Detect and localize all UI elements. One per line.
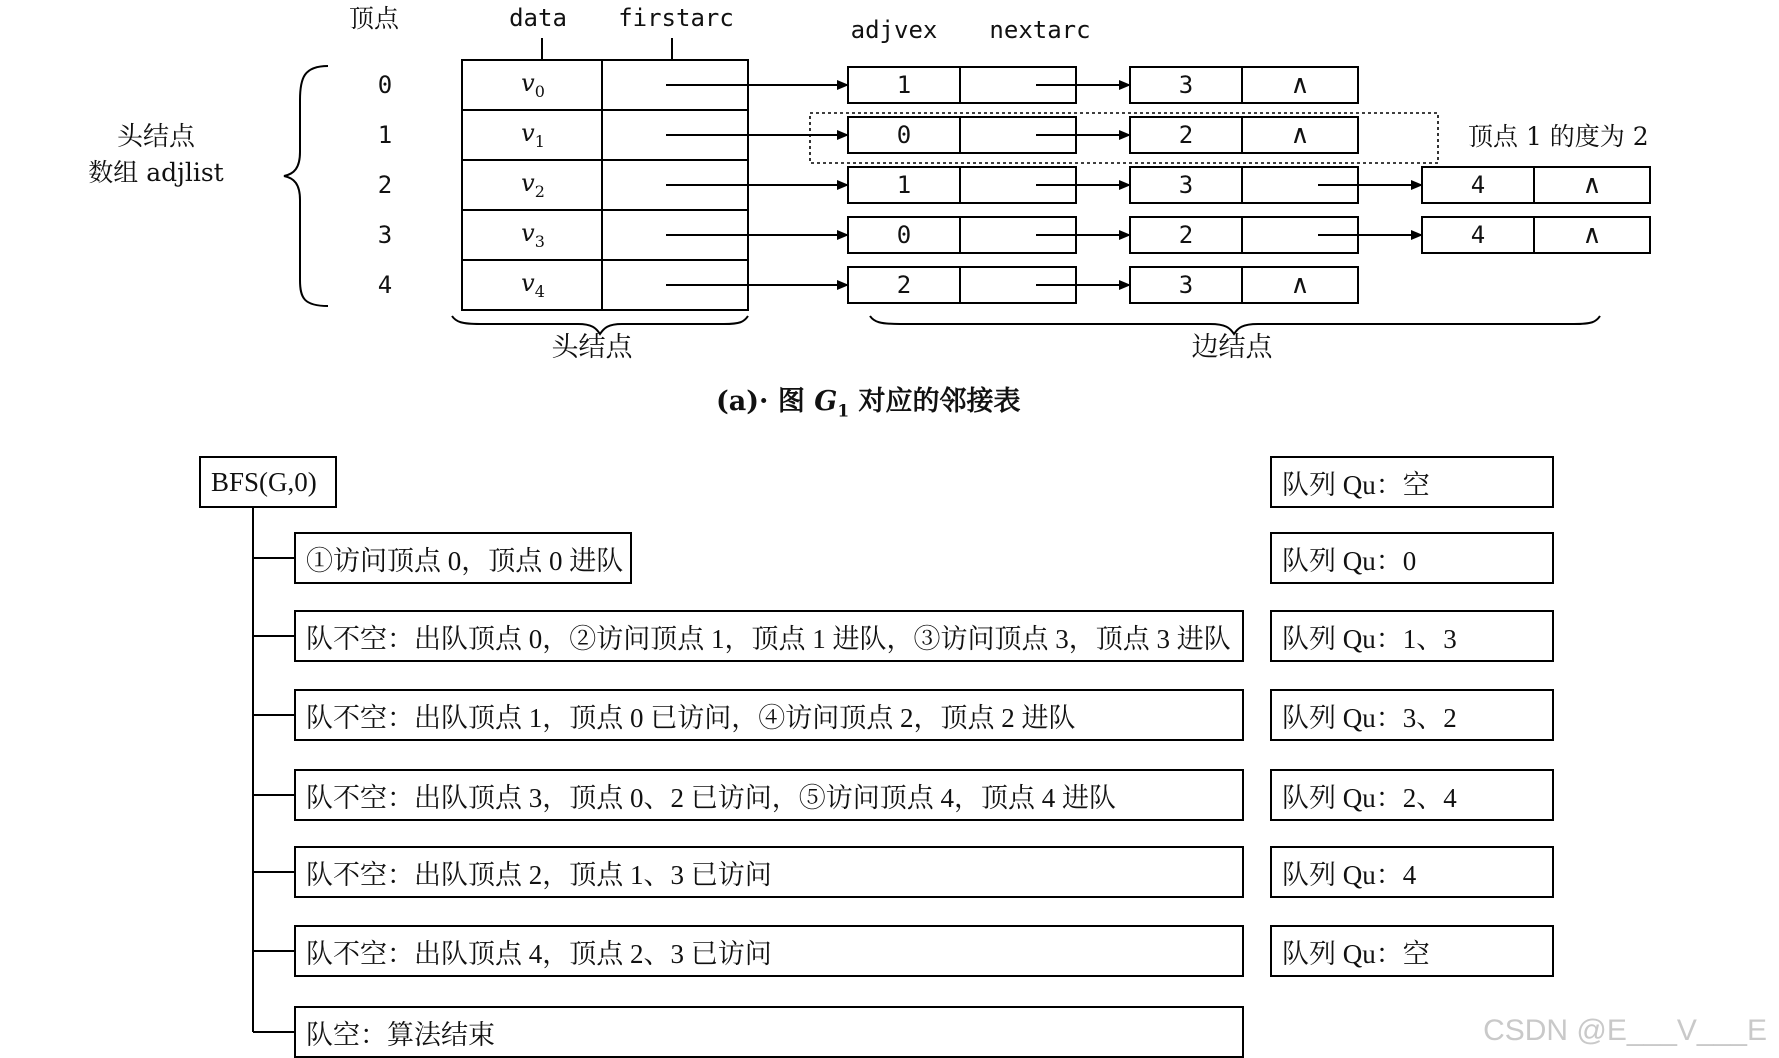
adjvex-value: 3 [1178, 171, 1194, 199]
queue-state-3: 队列 Qu：3、2 [1270, 689, 1554, 741]
edge-node-box [1130, 267, 1358, 303]
bfs-step-2: 队不空：出队顶点 0，②访问顶点 1，顶点 1 进队，③访问顶点 3，顶点 3 进队 [294, 610, 1244, 662]
null-pointer-symbol: ∧ [1290, 270, 1310, 300]
adjacency-list-diagram [0, 0, 1779, 420]
queue-state-4: 队列 Qu：2、4 [1270, 769, 1554, 821]
adjvex-value: 2 [896, 271, 912, 299]
queue-state-0: 队列 Qu：空 [1270, 456, 1554, 508]
queue-state-1: 队列 Qu：0 [1270, 532, 1554, 584]
head-node-label: 头结点 [551, 332, 633, 363]
vertex-column-header: 顶点 [348, 4, 400, 33]
adjvex-value: 4 [1470, 171, 1486, 199]
adjvex-value: 3 [1178, 271, 1194, 299]
vertex-data: $v_3$ [521, 219, 545, 251]
figure-caption [716, 388, 1021, 420]
adjacency-list-lines [0, 0, 1779, 420]
head-array-label-line2: 数组 adjlist [88, 158, 224, 187]
caption-prefix: (a)· 图 [716, 386, 815, 417]
vertex-data: $v_0$ [521, 69, 545, 101]
vertex-index: 0 [377, 71, 393, 99]
caption-graph-sub: 1 [837, 401, 850, 422]
bfs-step-4: 队不空：出队顶点 3，顶点 0、2 已访问，⑤访问顶点 4，顶点 4 进队 [294, 769, 1244, 821]
vertex-index: 1 [377, 121, 393, 149]
vertex-data: $v_2$ [521, 169, 545, 201]
bfs-step-5: 队不空：出队顶点 2，顶点 1、3 已访问 [294, 846, 1244, 898]
firstarc-column-header: firstarc [618, 4, 734, 32]
null-pointer-symbol: ∧ [1582, 220, 1602, 250]
adjvex-value: 3 [1178, 71, 1194, 99]
edge-node-box [1422, 217, 1650, 253]
edge-node-label: 边结点 [1191, 332, 1273, 363]
null-pointer-symbol: ∧ [1290, 70, 1310, 100]
edge-node-box [1130, 117, 1358, 153]
caption-graph: G [814, 386, 838, 417]
caption-suffix: 对应的邻接表 [849, 386, 1021, 417]
null-pointer-symbol: ∧ [1290, 120, 1310, 150]
adjvex-value: 1 [896, 171, 912, 199]
bfs-step-6: 队不空：出队顶点 4，顶点 2、3 已访问 [294, 925, 1244, 977]
queue-state-6: 队列 Qu：空 [1270, 925, 1554, 977]
bfs-root-call: BFS(G,0) [199, 456, 337, 508]
nextarc-column-header: nextarc [989, 16, 1091, 44]
edge-node-box [1130, 67, 1358, 103]
vertex-index: 2 [377, 171, 393, 199]
data-column-header: data [509, 4, 567, 32]
adjvex-value: 0 [896, 221, 912, 249]
adjvex-value: 1 [896, 71, 912, 99]
head-array-label-line1: 头结点 [116, 122, 196, 152]
degree-note: 顶点 1 的度为 2 [1468, 122, 1649, 151]
bfs-step-3: 队不空：出队顶点 1，顶点 0 已访问，④访问顶点 2，顶点 2 进队 [294, 689, 1244, 741]
vertex-index: 3 [377, 221, 393, 249]
null-pointer-symbol: ∧ [1582, 170, 1602, 200]
queue-state-5: 队列 Qu：4 [1270, 846, 1554, 898]
adjvex-value: 4 [1470, 221, 1486, 249]
queue-state-2: 队列 Qu：1、3 [1270, 610, 1554, 662]
bfs-step-1: ①访问顶点 0，顶点 0 进队 [294, 532, 632, 584]
vertex-index: 4 [377, 271, 393, 299]
adjvex-value: 0 [896, 121, 912, 149]
vertex-data: $v_4$ [521, 269, 545, 301]
watermark: CSDN @E___V___E [1483, 1014, 1767, 1047]
edge-node-box [1422, 167, 1650, 203]
adjvex-value: 2 [1178, 221, 1194, 249]
adjvex-value: 2 [1178, 121, 1194, 149]
bfs-step-7: 队空：算法结束 [294, 1006, 1244, 1058]
vertex-data: $v_1$ [521, 119, 545, 151]
left-brace [284, 66, 328, 306]
adjvex-column-header: adjvex [850, 16, 938, 44]
